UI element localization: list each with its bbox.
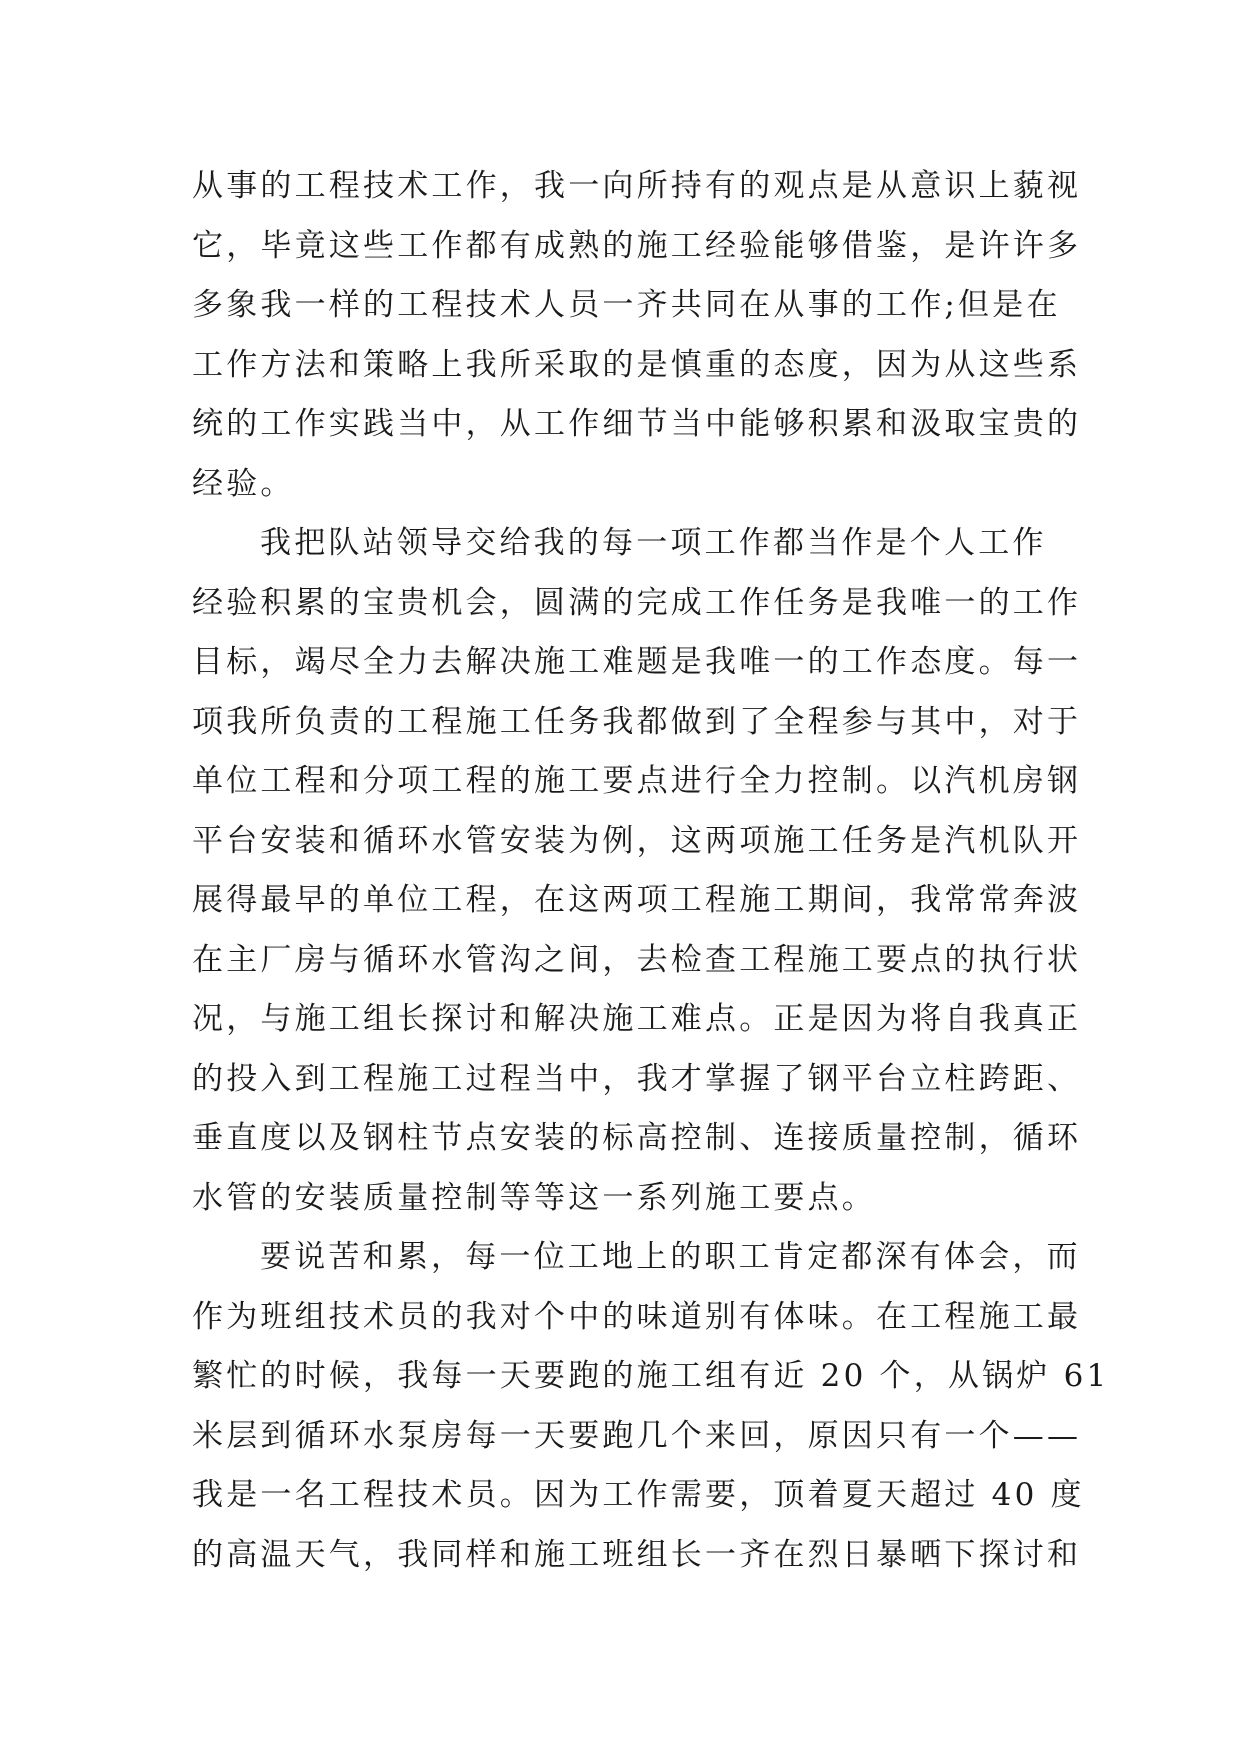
text-line: 从事的工程技术工作，我一向所持有的观点是从意识上藐视 xyxy=(192,168,1082,204)
text-line: 况，与施工组长探讨和解决施工难点。正是因为将自我真正 xyxy=(192,1001,1082,1037)
text-line: 我是一名工程技术员。因为工作需要，顶着夏天超过 40 度 xyxy=(192,1477,1085,1513)
text-line: 展得最早的单位工程，在这两项工程施工期间，我常常奔波 xyxy=(192,882,1082,918)
text-line-indented: 我把队站领导交给我的每一项工作都当作是个人工作 xyxy=(260,525,1047,561)
paragraph-1 xyxy=(192,157,1082,514)
text-line: 目标，竭尽全力去解决施工难题是我唯一的工作态度。每一 xyxy=(192,644,1082,680)
text-line: 平台安装和循环水管安装为例，这两项施工任务是汽机队开 xyxy=(192,822,1082,859)
paragraph-3 xyxy=(192,1228,1110,1585)
text-line: 多象我一样的工程技术人员一齐共同在从事的工作;但是在 xyxy=(192,287,1061,323)
text-line: 的高温天气，我同样和施工班组长一齐在烈日暴晒下探讨和 xyxy=(192,1536,1082,1573)
text-line: 工作方法和策略上我所采取的是慎重的态度，因为从这些系 xyxy=(192,346,1082,383)
text-line: 单位工程和分项工程的施工要点进行全力控制。以汽机房钢 xyxy=(192,763,1082,799)
text-line: 的投入到工程施工过程当中，我才掌握了钢平台立柱跨距、 xyxy=(192,1060,1082,1097)
paragraph-2 xyxy=(192,514,1082,1228)
text-line: 经验积累的宝贵机会，圆满的完成工作任务是我唯一的工作 xyxy=(192,584,1082,621)
text-line: 项我所负责的工程施工任务我都做到了全程参与其中，对于 xyxy=(192,703,1082,740)
text-line: 作为班组技术员的我对个中的味道别有体味。在工程施工最 xyxy=(192,1298,1082,1335)
text-line: 它，毕竟这些工作都有成熟的施工经验能够借鉴，是许许多 xyxy=(192,227,1082,264)
text-line: 在主厂房与循环水管沟之间，去检查工程施工要点的执行状 xyxy=(192,941,1082,978)
text-line: 经验。 xyxy=(192,465,295,502)
text-line-indented: 要说苦和累，每一位工地上的职工肯定都深有体会，而 xyxy=(260,1239,1081,1275)
text-line: 米层到循环水泵房每一天要跑几个来回，原因只有一个—— xyxy=(192,1417,1082,1454)
text-line: 垂直度以及钢柱节点安装的标高控制、连接质量控制，循环 xyxy=(192,1120,1082,1156)
text-line: 水管的安装质量控制等等这一系列施工要点。 xyxy=(192,1179,876,1216)
text-line: 统的工作实践当中，从工作细节当中能够积累和汲取宝贵的 xyxy=(192,406,1082,442)
text-line: 繁忙的时候，我每一天要跑的施工组有近 20 个，从锅炉 61 xyxy=(192,1358,1110,1394)
body-text xyxy=(192,157,1110,1585)
